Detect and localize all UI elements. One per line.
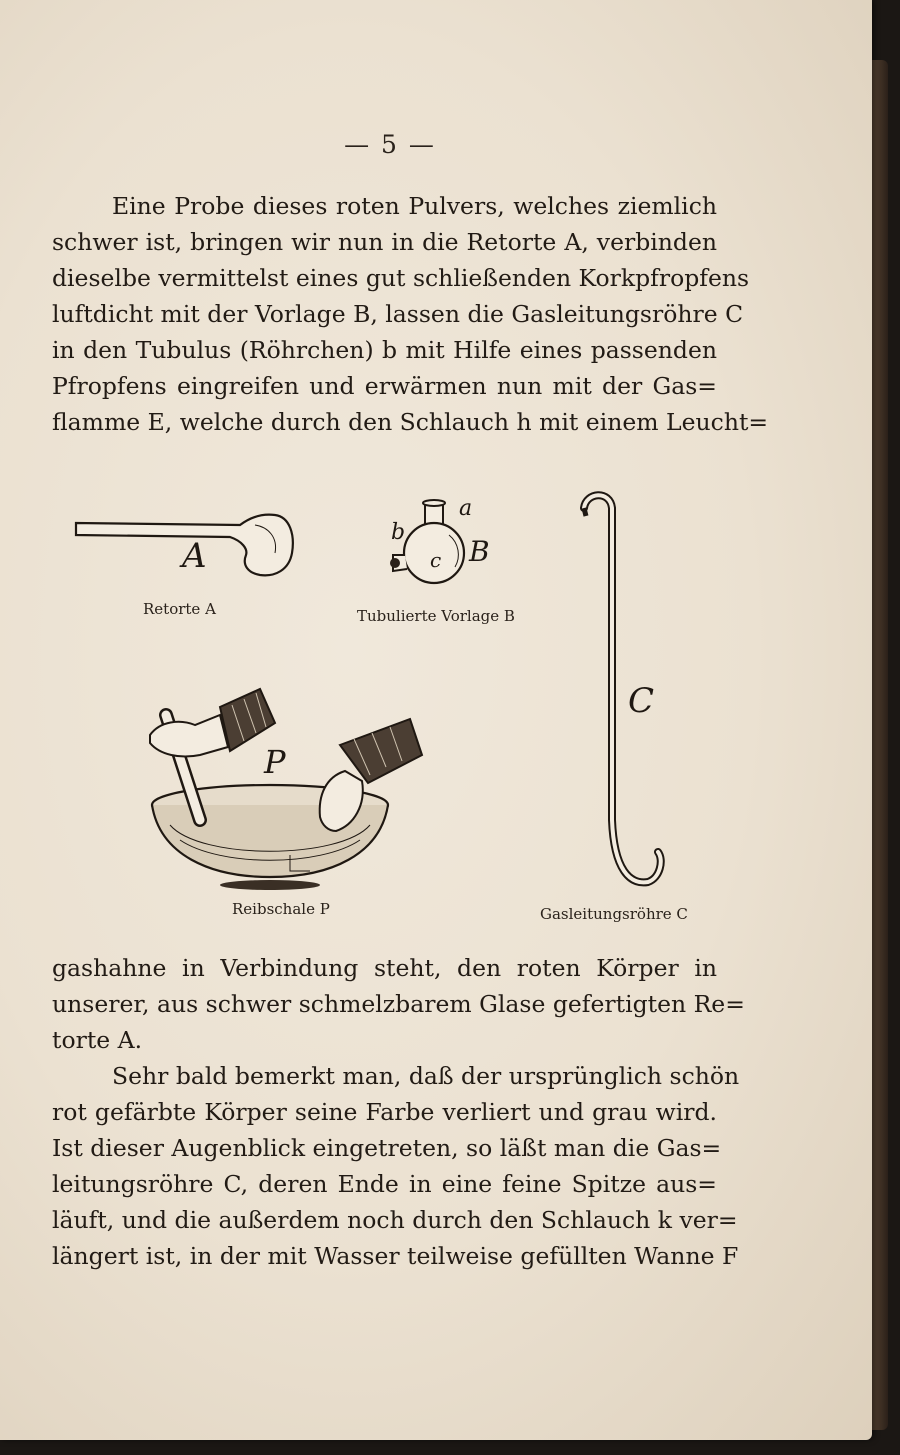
paragraph-bottom [52,950,745,1274]
reibschale-illustration [140,685,425,890]
text-line: leitungsröhre C, deren Ende in eine feine Spitze aus= [52,1170,717,1198]
text-line: Eine Probe dieses roten Pulvers, welches ziemlich [112,192,717,220]
vorlage-letter-c: c [430,548,442,572]
gasleitungsroehre-illustration [570,490,680,900]
vorlage-letter: B [469,535,490,568]
text-line: gashahne in Verbindung steht, den roten Körper in [52,954,717,982]
text-line: läuft, und die außerdem noch durch den Schlauch k ver= [52,1206,738,1234]
paragraph-top [52,188,769,440]
text-line: unserer, aus schwer schmelzbarem Glase gefertigten Re= [52,990,745,1018]
text-line: torte A. [52,1026,143,1054]
vorlage-letter-b: b [391,520,406,545]
text-line: rot gefärbte Körper seine Farbe verliert und grau wird. [52,1098,717,1126]
text-line: schwer ist, bringen wir nun in die Retorte A, verbinden [52,228,717,256]
vorlage-caption: Tubulierte Vorlage B [357,607,515,625]
page-number: — 5 — [344,130,436,159]
roehre-caption: Gasleitungsröhre C [540,905,688,923]
retorte-letter: A [182,536,207,576]
retorte-caption: Retorte A [143,600,216,618]
text-line: längert ist, in der mit Wasser teilweise gefüllten Wanne F [52,1242,739,1270]
reibschale-letter: P [264,743,286,781]
text-line: flamme E, welche durch den Schlauch h mit einem Leucht= [52,408,769,436]
vorlage-illustration [385,495,500,595]
text-line: luftdicht mit der Vorlage B, lassen die Gasleitungsröhre C [52,300,744,328]
text-line: Ist dieser Augenblick eingetreten, so läßt man die Gas= [52,1134,722,1162]
text-line: in den Tubulus (Röhrchen) b mit Hilfe eines passenden [52,336,717,364]
text-line: Sehr bald bemerkt man, daß der ursprünglich schön [112,1062,740,1090]
text-line: Pfropfens eingreifen und erwärmen nun mit der Gas= [52,372,717,400]
text-line: dieselbe vermittelst eines gut schließenden Korkpfropfens [52,264,750,292]
reibschale-caption: Reibschale P [232,900,330,918]
vorlage-letter-a: a [459,496,473,521]
retorte-illustration [70,505,305,590]
roehre-letter: C [628,681,655,721]
